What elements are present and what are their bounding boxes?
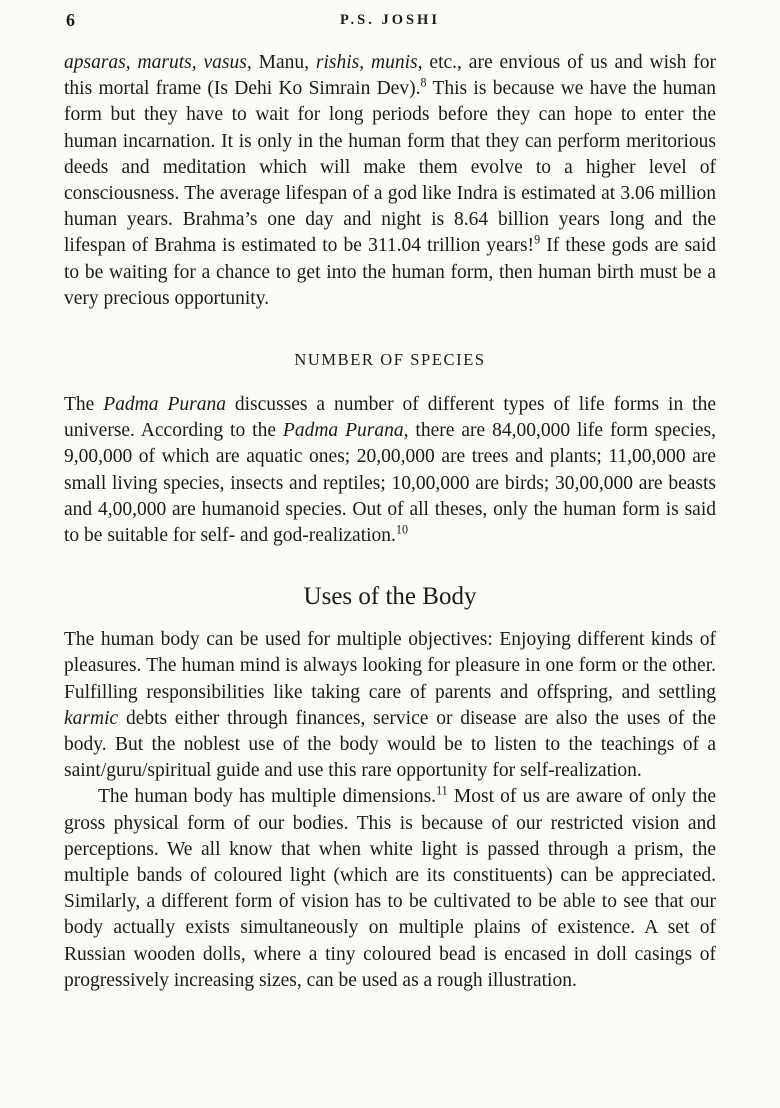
section-heading-number-of-species: NUMBER OF SPECIES (294, 350, 486, 370)
paragraph-multiple-dimensions: The human body has multiple dimensions.$^{11}$ Most of us are aware of only the gross physical form of our bodies. This is because of our restricted vision and perceptions. We all know that when white light is passed through a prism, the multiple bands of coloured light (which are its constituents) can be appreciated. Similarly, a different form of vision has to be cultivated to be able to see that our body actually exists simultaneously on multiple plains of existence. A set of Russian wooden dolls, where a tiny coloured bead is encased in doll casings of progressively increasing sizes, can be used as a rough illustration. (64, 783, 716, 991)
text-block (64, 50, 716, 994)
running-head: P.S. JOSHI (340, 12, 440, 28)
paragraph-body-objectives: The human body can be used for multiple objectives: Enjoying different kinds of pleasures. The human mind is always looking for pleasure in one form or the other. Fulfilling responsibilities like taking care of parents and offspring, and settling karmic debts either through finances, service or disease are also the uses of the body. But the noblest use of the body would be to listen to the teachings of a saint/guru/spiritual guide and use this rare opportunity for self-realization. (64, 629, 716, 782)
paragraph-species-count: The Padma Purana discusses a number of different types of life forms in the universe. According to the Padma Purana, there are 84,00,000 life form species, 9,00,000 of which are aquatic ones; 20,00,000 are trees and plants; 11,00,000 are small living species, insects and reptiles; 10,00,000 are birds; 30,00,000 are beasts and 4,00,000 are humanoid species. Out of all theses, only the human form is said to be suitable for self- and god-realization.$^{10}$ (64, 394, 716, 547)
page-header (64, 10, 716, 36)
paragraph-gods-envious: apsaras, maruts, vasus, Manu, rishis, munis, etc., are envious of us and wish for this mortal frame (Is Dehi Ko Simrain Dev).$^8$ This is because we have the human form but they have to wait for long periods before they can hope to enter the human incarnation. It is only in the human form that they can perform meritorious deeds and meditation which will make them evolve to a higher level of consciousness. The average lifespan of a god like Indra is estimated at 3.06 million human years. Brahma’s one day and night is 8.64 billion years long and the lifespan of Brahma is estimated to be 311.04 trillion years!$^9$ If these gods are said to be waiting for a chance to get into the human form, then human birth must be a very precious opportunity. (64, 52, 717, 309)
page-number: 6 (66, 10, 75, 30)
heading-uses-of-the-body: Uses of the Body (303, 583, 477, 611)
